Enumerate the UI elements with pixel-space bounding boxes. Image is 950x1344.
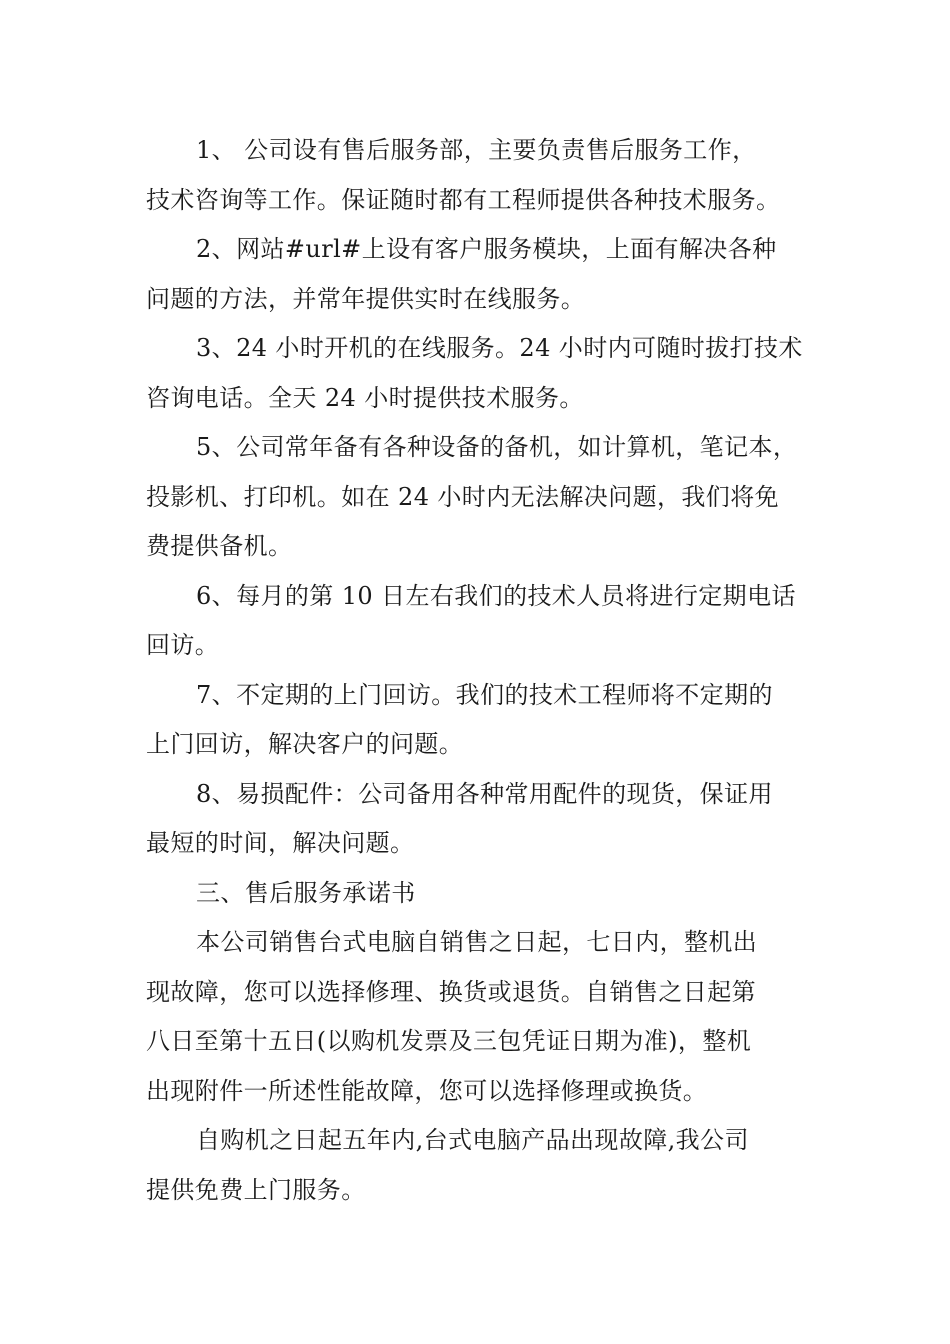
section-heading: 三、售后服务承诺书 — [196, 878, 416, 907]
paragraph-3-line-2: 咨询电话。全天 24 小时提供技术服务。 — [146, 383, 584, 412]
paragraph-8-line-1: 8、易损配件：公司备用各种常用配件的现货，保证用 — [196, 779, 773, 808]
paragraph-7-line-1: 7、不定期的上门回访。我们的技术工程师将不定期的 — [196, 680, 773, 709]
document-body — [146, 126, 816, 1215]
commitment-paragraph-2-line-1: 自购机之日起五年内,台式电脑产品出现故障,我公司 — [196, 1126, 749, 1154]
paragraph-6-line-2: 回访。 — [146, 631, 220, 659]
commitment-paragraph-1-line-1: 本公司销售台式电脑自销售之日起，七日内，整机出 — [196, 928, 758, 956]
paragraph-7-line-2: 上门回访，解决客户的问题。 — [146, 730, 464, 758]
paragraph-5-line-2: 投影机、打印机。如在 24 小时内无法解决问题，我们将免 — [146, 482, 779, 511]
commitment-paragraph-1-line-3: 八日至第十五日(以购机发票及三包凭证日期为准)，整机 — [146, 1027, 752, 1055]
commitment-paragraph-2-line-2: 提供免费上门服务。 — [146, 1175, 366, 1204]
paragraph-6-line-1: 6、每月的第 10 日左右我们的技术人员将进行定期电话 — [196, 581, 796, 610]
paragraph-3-line-1: 3、24 小时开机的在线服务。24 小时内可随时拔打技术 — [196, 334, 803, 362]
commitment-paragraph-1-line-2: 现故障，您可以选择修理、换货或退货。自销售之日起第 — [146, 977, 756, 1006]
paragraph-2-line-2: 问题的方法，并常年提供实时在线服务。 — [146, 284, 586, 313]
paragraph-5-line-3: 费提供备机。 — [146, 532, 293, 560]
commitment-paragraph-1-line-4: 出现附件一所述性能故障，您可以选择修理或换货。 — [146, 1076, 708, 1105]
paragraph-1-line-2: 技术咨询等工作。保证随时都有工程师提供各种技术服务。 — [146, 185, 781, 214]
paragraph-5-line-1: 5、公司常年备有各种设备的备机，如计算机，笔记本， — [196, 433, 798, 461]
paragraph-2-line-1: 2、网站#url#上设有客户服务模块，上面有解决各种 — [196, 235, 777, 263]
paragraph-1-line-1: 1、 公司设有售后服务部，主要负责售后服务工作， — [196, 136, 757, 164]
paragraph-8-line-2: 最短的时间，解决问题。 — [146, 829, 415, 857]
